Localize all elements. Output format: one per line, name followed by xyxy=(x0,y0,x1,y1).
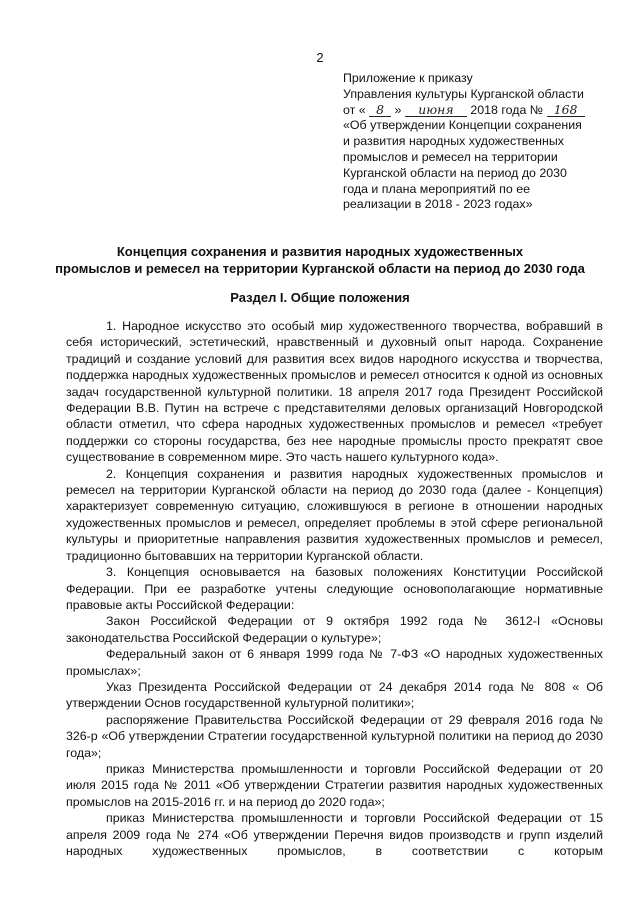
body-text xyxy=(66,318,603,859)
from-prefix: от « xyxy=(343,102,366,117)
legal-act-6: приказ Министерства промышленности и торговли Российской Федерации от 15 апреля 2009 года № 274 «Об утверждении Перечня видов производств и групп изделий народных художественных промыслов, в соответствии с которым xyxy=(66,811,603,858)
handwritten-order-number: 168 xyxy=(547,103,585,117)
paragraph-1: 1. Народное искусство это особый мир художественного творчества, вобравший в себя исторический, эстетический, нравственный и духовный опыт народа. Сохранение традиций и создание условий для развития всех видов народного искусства и творчества, поддержка народных художественных промыслов и ремесел относится к одной из основных задач государственной культурной политики. 18 апреля 2017 года Президент Российской Федерации В.В. Путин на встрече с представителями деловых организаций Новгородской области отметил, что сфера народных художественных промыслов и ремесел «требует поддержки со стороны государства, без нее народные промыслы просто прекратят свое существование в современном мире. Это часть нашего культурного кода». xyxy=(66,319,603,465)
appendix-block xyxy=(343,71,605,213)
page-number: 2 xyxy=(316,50,324,65)
handwritten-day: 8 xyxy=(369,103,391,117)
appendix-subject-2: и развития народных художественных xyxy=(343,134,564,149)
appendix-subject-3: промыслов и ремесел на территории xyxy=(343,149,558,164)
legal-act-5: приказ Министерства промышленности и торговли Российской Федерации от 20 июля 2015 года № 2011 «Об утверждении Стратегии развития народных художественных промыслов на 2015-2016 гг. и на период до 2020 года»; xyxy=(66,761,603,809)
handwritten-month: июня xyxy=(405,103,467,117)
quote-close: » xyxy=(394,102,402,117)
appendix-subject-1: «Об утверждении Концепции сохранения xyxy=(343,118,582,133)
appendix-subject-5: года и плана мероприятий по ее xyxy=(343,181,531,196)
document-title-line-2: промыслов и ремесел на территории Курганской области на период до 2030 года xyxy=(55,260,585,276)
legal-act-2: Федеральный закон от 6 января 1999 года № 7-ФЗ «О народных художественных промыслах»; xyxy=(66,647,603,678)
paragraph-2: 2. Концепция сохранения и развития народных художественных промыслов и ремесел на территории Курганской области на период до 2030 года (далее - Концепция) характеризует современную ситуацию, сложившуюся в регионе в отношении народных художественных промыслов и ремесел, определяет проблемы в этой сфере региональной культуры и приоритетные направления развития художественных промыслов и ремесел, традиционно бытовавших на территории Курганской области. xyxy=(66,466,603,563)
year-text: 2018 года № xyxy=(470,102,544,117)
appendix-subject-6: реализации в 2018 - 2023 годах» xyxy=(343,197,533,212)
appendix-line-1: Приложение к приказу xyxy=(343,71,473,85)
document-title xyxy=(30,244,610,277)
legal-act-3: Указ Президента Российской Федерации от 24 декабря 2014 года № 808 « Об утверждении Основ государственной культурной политики»; xyxy=(66,679,603,711)
appendix-subject-4: Курганской области на период до 2030 xyxy=(343,165,567,180)
appendix-line-2: Управления культуры Курганской области xyxy=(343,86,584,101)
appendix-date-line xyxy=(343,103,605,119)
section-heading: Раздел I. Общие положения xyxy=(230,290,410,305)
legal-act-1: Закон Российской Федерации от 9 октября 1992 года № 3612-I «Основы законодательства Российской Федерации о культуре»; xyxy=(66,614,603,645)
legal-act-4: распоряжение Правительства Российской Федерации от 29 февраля 2016 года № 326-р «Об утверждении Стратегии государственной культурной политики на период до 2030 года»; xyxy=(66,712,603,760)
paragraph-3: 3. Концепция основывается на базовых положениях Конституции Российской Федерации. При ее разработке учтены следующие основополагающие нормативные правовые акты Российской Федерации: xyxy=(66,565,603,612)
document-title-line-1: Концепция сохранения и развития народных художественных xyxy=(116,244,524,259)
